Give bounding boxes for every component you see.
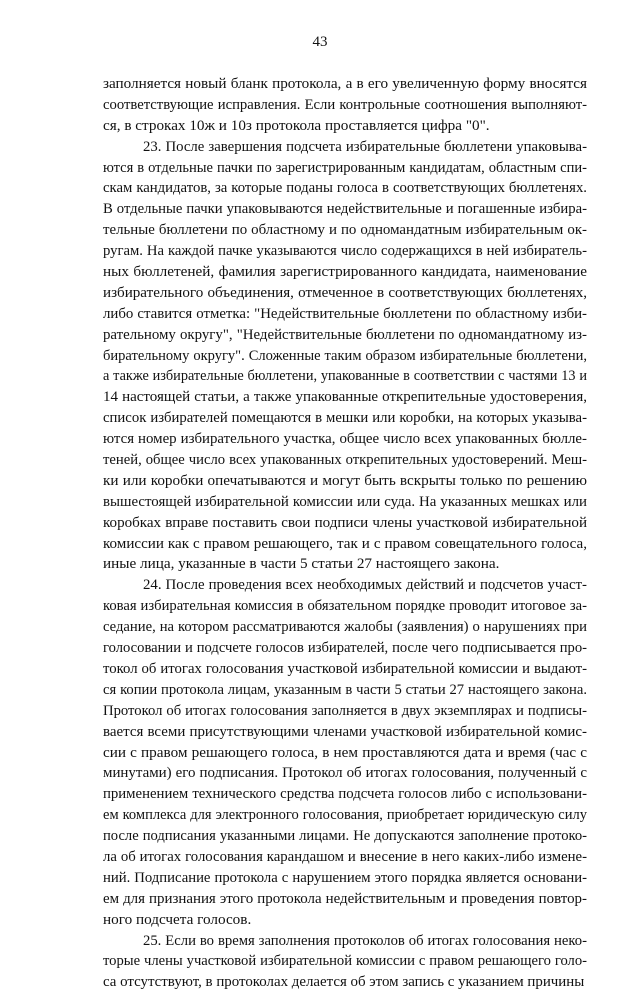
text-line: 25. Если во время заполнения протоколов об итогах голосования неко- bbox=[143, 932, 587, 949]
text-line: вается всеми присутствующими членами участковой избирательной комис- bbox=[103, 723, 587, 740]
text-line: бирательному округу". Сложенные таким образом избирательные бюллетени, bbox=[103, 347, 587, 364]
text-line: ругам. На каждой пачке указываются число содержащихся в ней избиратель- bbox=[103, 243, 587, 260]
text-line: тельные бюллетени по областному и по одномандатным избирательным ок- bbox=[103, 222, 587, 239]
text-line: ного подсчета голосов. bbox=[103, 910, 252, 928]
text-line: коробках вправе поставить свои подписи члены участковой избирательной bbox=[103, 514, 587, 531]
paragraph-continuation bbox=[103, 74, 587, 137]
text-line: голосовании и подсчете голосов избирателей, после чего подписывается про- bbox=[103, 640, 587, 657]
text-line: седание, на котором рассматриваются жалобы (заявления) о нарушениях при bbox=[103, 619, 587, 636]
text-line: теней, общее число всех упакованных открепительных удостоверений. Меш- bbox=[103, 452, 587, 469]
text-line: избирательного объединения, отмеченное в соответствующих бюллетенях, bbox=[103, 284, 587, 301]
text-line: ковая избирательная комиссия в обязательном порядке проводит итоговое за- bbox=[103, 598, 587, 615]
text-line: 24. После проведения всех необходимых действий и подсчетов участ- bbox=[143, 577, 587, 594]
text-line: иные лица, указанные в части 5 статьи 27 настоящего закона. bbox=[103, 555, 500, 573]
text-line: рательному округу", "Недействительные бюллетени по одномандатному из- bbox=[103, 326, 587, 343]
text-line: скам кандидатов, за которые поданы голоса в соответствующих бюллетенях. bbox=[103, 180, 587, 197]
text-line: либо ставится отметка: "Недействительные бюллетени по областному изби- bbox=[103, 305, 587, 322]
paragraph-clause-24 bbox=[103, 575, 587, 930]
paragraph-clause-23 bbox=[103, 137, 587, 576]
text-line: ются в отдельные пачки по зарегистрированным кандидатам, областным спи- bbox=[103, 159, 587, 176]
text-line: заполняется новый бланк протокола, а в его увеличенную форму вносятся bbox=[103, 75, 587, 92]
text-line: токол об итогах голосования участковой избирательной комиссии и выдают- bbox=[103, 660, 587, 677]
text-line: 14 настоящей статьи, а также упакованные открепительные удостоверения, bbox=[103, 389, 587, 406]
paragraph-clause-25 bbox=[103, 931, 587, 993]
text-line: минутами) его подписания. Протокол об итогах голосования, полученный с bbox=[103, 765, 587, 782]
document-body bbox=[103, 74, 587, 993]
text-line: после подписания указанными лицами. Не допускаются заполнение протоко- bbox=[103, 828, 587, 845]
text-line: торые члены участковой избирательной комиссии с правом решающего голо- bbox=[103, 953, 587, 970]
text-line: ных бюллетеней, фамилия зарегистрированного кандидата, наименование bbox=[103, 263, 587, 281]
text-line: ся, в строках 10ж и 10з протокола проставляется цифра "0". bbox=[103, 116, 490, 134]
text-line: вышестоящей избирательной комиссии или суда. На указанных мешках или bbox=[103, 493, 587, 510]
text-line: В отдельные пачки упаковываются недействительные и погашенные избира- bbox=[103, 201, 587, 218]
text-line: ний. Подписание протокола с нарушением этого порядка является основани- bbox=[103, 869, 587, 886]
text-line: ются номер избирательного участка, общее число всех упакованных бюлле- bbox=[103, 431, 587, 448]
text-line: сии с правом решающего голоса, в нем проставляются дата и время (час с bbox=[103, 743, 587, 761]
page-number: 43 bbox=[312, 34, 328, 50]
text-line: соответствующие исправления. Если контрольные соотношения выполняют- bbox=[103, 96, 587, 113]
text-line: ем для признания этого протокола недействительным и проведения повтор- bbox=[103, 890, 587, 907]
text-line: ла об итогах голосования карандашом и внесение в него каких-либо измене- bbox=[103, 848, 587, 865]
text-line: список избирателей помещаются в мешки или коробки, на которых указыва- bbox=[103, 410, 587, 427]
text-line: ем комплекса для электронного голосования, приобретает юридическую силу bbox=[103, 807, 587, 824]
text-line: а также избирательные бюллетени, упакованные в соответствии с частями 13 и bbox=[103, 368, 587, 385]
text-line: Протокол об итогах голосования заполняется в двух экземплярах и подписы- bbox=[103, 702, 587, 719]
text-line: са отсутствуют, в протоколах делается об этом запись с указанием причины bbox=[103, 974, 585, 991]
text-line: комиссии как с правом решающего, так и с правом совещательного голоса, bbox=[103, 535, 587, 552]
text-line: ся копии протокола лицам, указанным в части 5 статьи 27 настоящего закона. bbox=[103, 681, 587, 698]
text-line: применением технического средства подсчета голосов либо с использовани- bbox=[103, 786, 587, 803]
text-line: 23. После завершения подсчета избирательные бюллетени упаковыва- bbox=[143, 138, 587, 155]
text-line: ки или коробки опечатываются и могут быть вскрыты только по решению bbox=[103, 471, 587, 489]
